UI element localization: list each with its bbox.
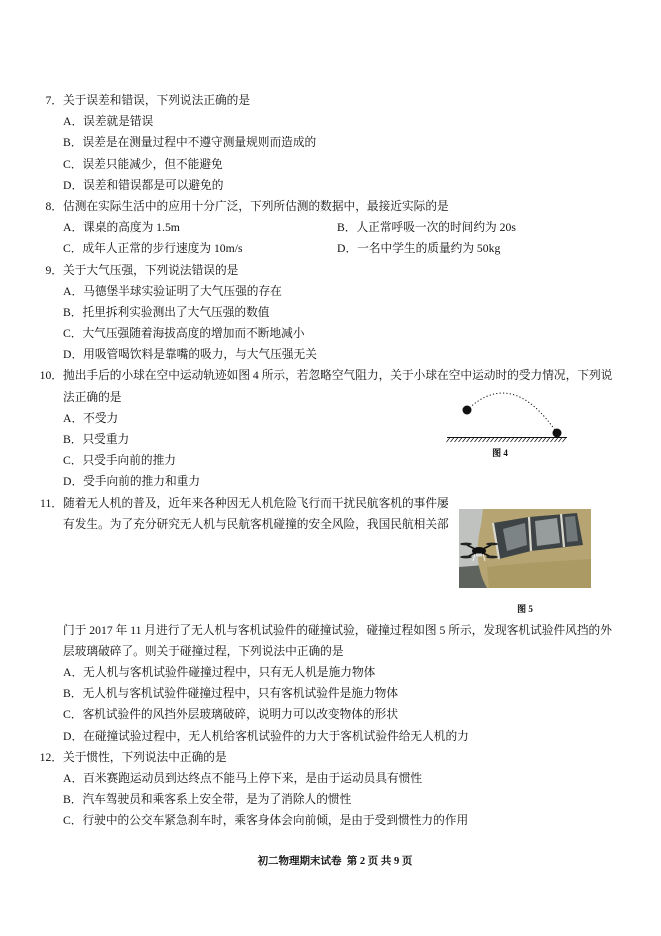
question-8 [0, 196, 661, 260]
option-d: D．受手向前的推力和重力 [63, 475, 201, 489]
question-number: 8． [45, 199, 63, 213]
option-b: B．误差是在测量过程中不遵守测量规则而造成的 [63, 136, 317, 150]
option-a: A．马德堡半球实验证明了大气压强的存在 [63, 284, 282, 298]
figure-4-caption: 图 4 [492, 448, 508, 458]
questions-area [0, 90, 661, 832]
figure-5-caption: 图 5 [517, 604, 533, 614]
question-stem-text: 抛出手后的小球在空中运动轨迹如图 4 所示，若忽略空气阻力，关于小球在空中运动时的受力情况，下列说 [63, 369, 613, 383]
question-stem-text: 关于误差和错误，下列说法正确的是 [63, 94, 251, 107]
question-stem-text: 随着无人机的普及，近年来各种因无人机危险飞行而干扰民航客机的事件屡 [63, 496, 449, 510]
question-number: 11． [40, 496, 63, 510]
figure-5-collision-photo [459, 509, 591, 588]
question-stem-text: 估测在实际生活中的应用十分广泛，下列所估测的数据中，最接近实际的是 [63, 199, 449, 213]
option-a: A．误差就是错误 [63, 115, 154, 129]
option-c: C．误差只能减少，但不能避免 [63, 157, 223, 171]
question-number: 7． [45, 94, 63, 107]
option-d: D．一名中学生的质量约为 50kg [337, 242, 501, 256]
question-stem [0, 365, 661, 386]
option-d: D．误差和错误都是可以避免的 [63, 178, 224, 192]
option-b: B．托里拆利实验测出了大气压强的数值 [63, 305, 270, 319]
question-9 [0, 260, 661, 366]
option-b: B．人正常呼吸一次的时间约为 20s [337, 221, 516, 235]
question-stem [0, 747, 661, 768]
question-stem [0, 196, 661, 217]
question-12 [0, 747, 661, 832]
option-c: C．行驶中的公交车紧急刹车时，乘客身体会向前倾，是由于受到惯性力的作用 [63, 814, 469, 828]
option-d: D．用吸管喝饮料是靠嘴的吸力，与大气压强无关 [63, 348, 317, 362]
ball-start [463, 406, 472, 415]
question-stem-text: 关于大气压强，下列说法错误的是 [63, 263, 239, 277]
options-row [0, 217, 661, 238]
option-c: C．大气压强随着海拔高度的增加而不断地减小 [63, 327, 305, 341]
question-number: 12． [39, 750, 63, 764]
option-b: B．汽车驾驶员和乘客系上安全带，是为了消除人的惯性 [63, 793, 352, 807]
options-row [0, 238, 661, 259]
question-stem-text: 关于惯性，下列说法中正确的是 [63, 750, 227, 764]
question-stem-continuation: 门于 2017 年 11 月进行了无人机与客机试验件的碰撞试验，碰撞过程如图 5 所示，发现客机试验件风挡的外 [63, 623, 612, 637]
option-b: B．无人机与客机试验件碰撞过程中，只有客机试验件是施力物体 [63, 687, 399, 701]
question-stem-continuation: 法正确的是 [63, 390, 122, 404]
question-stem [0, 260, 661, 281]
question-number: 10． [39, 369, 63, 383]
trajectory-dotted-curve [467, 393, 557, 433]
option-c: C．只受手向前的推力 [63, 454, 176, 468]
option-d: D．在碰撞试验过程中，无人机给客机试验件的力大于客机试验件给无人机的力 [63, 729, 469, 743]
question-7 [0, 90, 661, 196]
option-c: C．客机试验件的风挡外层玻璃破碎，说明力可以改变物体的形状 [63, 708, 399, 722]
question-stem-continuation: 有发生。为了充分研究无人机与民航客机碰撞的安全风险，我国民航相关部 [63, 517, 449, 531]
option-c: C．成年人正常的步行速度为 10m/s [63, 242, 243, 256]
page-footer: 初二物理期末试卷 第 2 页 共 9 页 [257, 856, 413, 867]
question-stem [0, 90, 661, 111]
option-a: A．不受力 [63, 411, 119, 425]
ground-hatching [447, 438, 567, 443]
option-a: A．课桌的高度为 1.5m [63, 221, 180, 235]
ball-landing [553, 429, 562, 438]
option-b: B．只受重力 [63, 433, 130, 446]
option-a: A．无人机与客机试验件碰撞过程中，只有无人机是施力物体 [63, 666, 376, 680]
question-number: 9． [45, 263, 63, 277]
option-a: A．百米赛跑运动员到达终点不能马上停下来，是由于运动员具有惯性 [63, 772, 423, 786]
question-stem-continuation: 层玻璃破碎了。则关于碰撞过程，下列说法中正确的是 [63, 644, 344, 658]
windshield-reflection [535, 518, 560, 546]
figure-4-trajectory-diagram [440, 385, 575, 445]
